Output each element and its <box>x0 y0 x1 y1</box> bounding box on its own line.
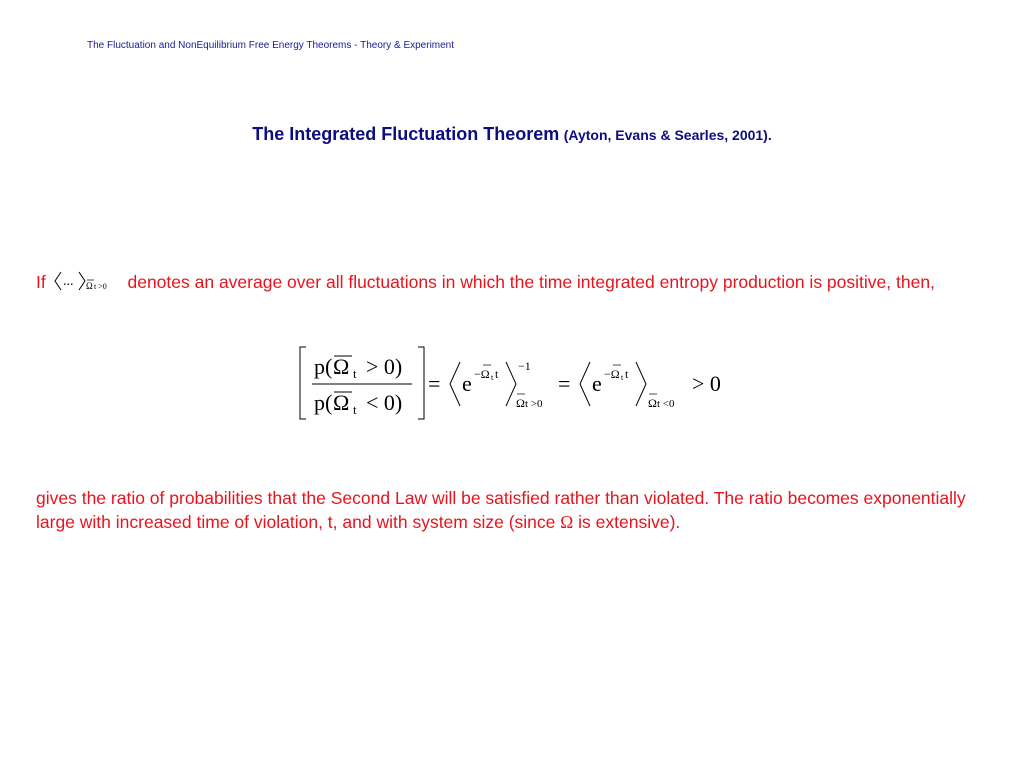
avg2-exponent-t: t <box>625 367 629 381</box>
paragraph-interpretation <box>36 486 996 534</box>
paragraph-definition <box>36 270 996 294</box>
avg2-cond: t <0 <box>657 398 675 410</box>
inline-dots: ... <box>62 274 74 289</box>
slide-title <box>0 124 1024 145</box>
avg1-cond: t >0 <box>525 398 543 410</box>
omega-symbol: Ω <box>560 512 574 532</box>
paragraph2-end: is extensive). <box>578 512 681 532</box>
numerator-gt-zero: > 0) <box>366 354 403 379</box>
inline-average-symbol <box>51 272 123 292</box>
avg1-exponent-t: t <box>495 367 499 381</box>
avg1-e: e <box>462 371 472 396</box>
paragraph2-text: gives the ratio of probabilities that the Second Law will be satisfied rather than violated. The ratio becomes exponentially large with increased time of violation, t, and with system size (since <box>36 488 966 532</box>
avg1-power: −1 <box>518 359 531 373</box>
denominator-sub-t: t <box>353 402 357 417</box>
numerator-p-open: p( <box>314 354 333 379</box>
avg2-cond-omega: Ω <box>648 396 657 410</box>
avg1-exponent-sub-t: t <box>491 373 494 382</box>
avg2-exponent-sub-t: t <box>621 373 624 382</box>
greater-than-zero: > 0 <box>692 371 721 396</box>
equals-2: = <box>558 371 571 396</box>
title-citation: (Ayton, Evans & Searles, 2001). <box>563 127 772 143</box>
title-main: The Integrated Fluctuation Theorem <box>252 124 560 144</box>
paragraph1-suffix: denotes an average over all fluctuations in which the time integrated entropy production is positive, then, <box>127 272 935 292</box>
numerator-sub-t: t <box>353 366 357 381</box>
numerator-omega: Ω <box>333 354 350 379</box>
denominator-p-open: p( <box>314 390 333 415</box>
avg2-exponent-omega: −Ω <box>604 367 620 381</box>
inline-cond: t >0 <box>93 282 107 291</box>
slide-header: The Fluctuation and NonEquilibrium Free Energy Theorems - Theory & Experiment <box>87 40 455 51</box>
fluctuation-theorem-equation <box>296 344 736 424</box>
avg2-e: e <box>592 371 602 396</box>
avg1-cond-omega: Ω <box>516 396 525 410</box>
inline-omega: Ω <box>85 281 93 291</box>
paragraph1-prefix: If <box>36 272 46 292</box>
denominator-lt-zero: < 0) <box>366 390 403 415</box>
equals-1: = <box>428 371 441 396</box>
avg1-exponent-omega: −Ω <box>474 367 490 381</box>
denominator-omega: Ω <box>333 390 350 415</box>
